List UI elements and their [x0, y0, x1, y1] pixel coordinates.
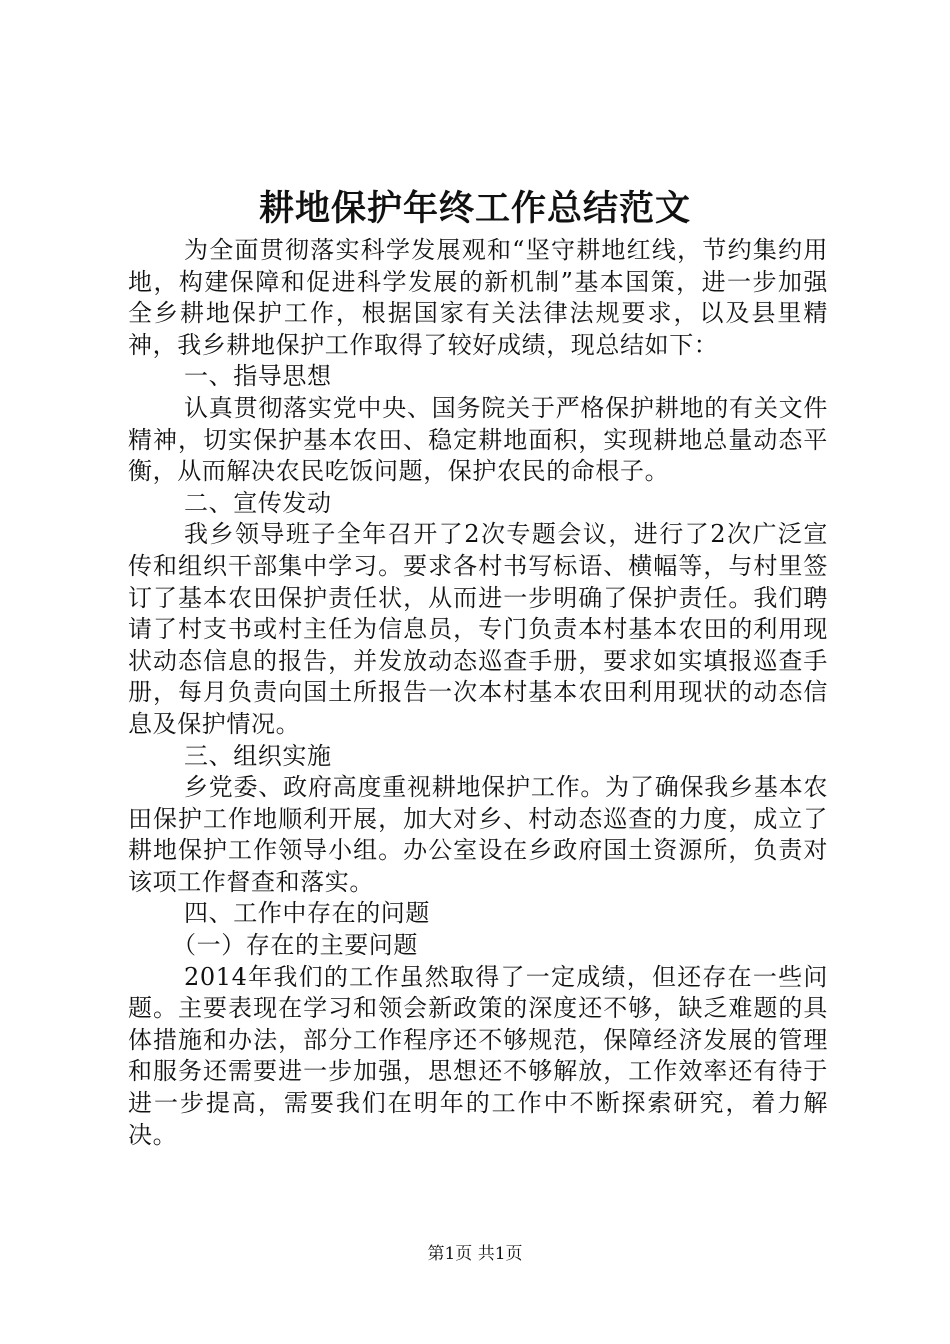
section-heading-3: 三、组织实施 [184, 741, 332, 770]
page-footer: 第1页 共1页 [427, 1244, 523, 1264]
section-body-1: 认真贯彻落实党中央、国务院关于严格保护耕地的有关文件精神，切实保护基本农田、稳定耕地面积，实现耕地总量动态平衡，从而解决农民吃饭问题，保护农民的命根子。 [128, 393, 828, 486]
document-body [128, 235, 828, 1151]
section-subheading-4-1: （一）存在的主要问题 [172, 931, 418, 960]
section-body-2: 我乡领导班子全年召开了2次专题会议，进行了2次广泛宣传和组织干部集中学习。要求各村书写标语、横幅等，与村里签订了基本农田保护责任状，从而进一步明确了保护责任。我们聘请了村支书或村主任为信息员，专门负责本村基本农田的利用现状动态信息的报告，并发放动态巡查手册，要求如实填报巡查手册，每月负责向国土所报告一次本村基本农田利用现状的动态信息及保护情况。 [128, 520, 828, 738]
intro-paragraph: 为全面贯彻落实科学发展观和“坚守耕地红线，节约集约用地，构建保障和促进科学发展的新机制”基本国策，进一步加强全乡耕地保护工作，根据国家有关法律法规要求，以及县里精神，我乡耕地保护工作取得了较好成绩，现总结如下： [128, 236, 828, 359]
section-heading-1: 一、指导思想 [184, 362, 332, 391]
document-title: 耕地保护年终工作总结范文 [258, 189, 691, 229]
section-body-4: 2014年我们的工作虽然取得了一定成绩，但还存在一些问题。主要表现在学习和领会新政策的深度还不够，缺乏难题的具体措施和办法，部分工作程序还不够规范，保障经济发展的管理和服务还需要进一步加强，思想还不够解放，工作效率还有待于进一步提高，需要我们在明年的工作中不断探索研究，着力解决。 [128, 962, 828, 1149]
section-heading-4: 四、工作中存在的问题 [184, 899, 430, 928]
section-body-3: 乡党委、政府高度重视耕地保护工作。为了确保我乡基本农田保护工作地顺利开展，加大对乡、村动态巡查的力度，成立了耕地保护工作领导小组。办公室设在乡政府国土资源所，负责对该项工作督查和落实。 [128, 773, 828, 896]
section-heading-2: 二、宣传发动 [184, 488, 332, 517]
